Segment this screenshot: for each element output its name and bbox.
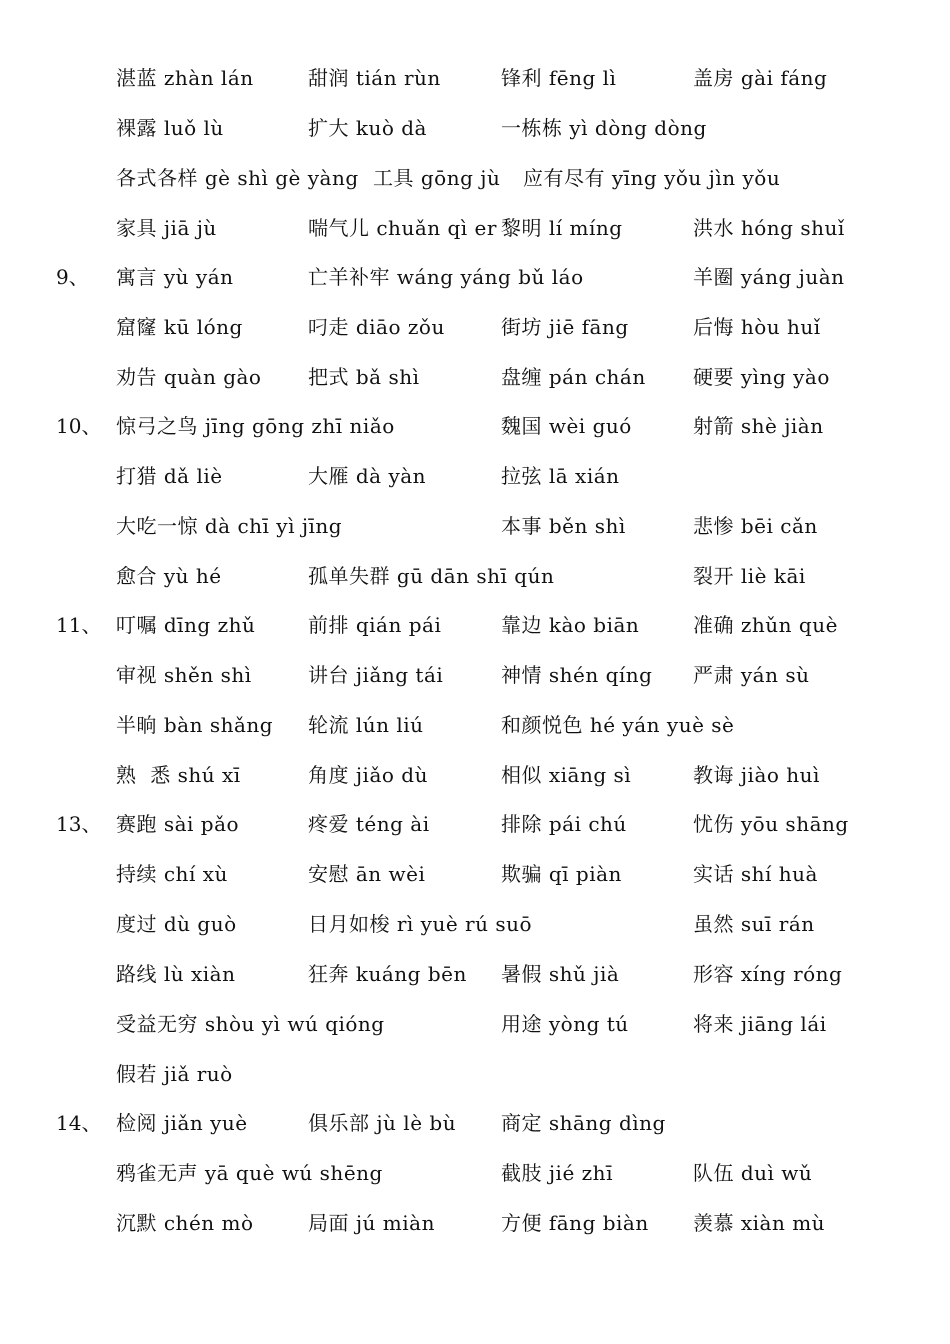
vocab-entry: 工具 gōng jù bbox=[373, 166, 501, 190]
vocab-entry: 形容 xíng róng bbox=[693, 962, 843, 986]
vocab-entry: 教诲 jiào huì bbox=[693, 763, 820, 787]
vocab-row bbox=[0, 108, 950, 148]
vocab-entry: 亡羊补牢 wáng yáng bǔ láo bbox=[308, 265, 584, 289]
lesson-number: 9、 bbox=[56, 265, 89, 289]
vocab-entry: 准确 zhǔn què bbox=[693, 613, 838, 637]
vocab-row bbox=[0, 1153, 950, 1193]
vocab-row bbox=[0, 854, 950, 894]
vocab-entry: 疼爱 téng ài bbox=[308, 812, 430, 836]
vocab-row bbox=[0, 257, 950, 297]
vocab-entry: 路线 lù xiàn bbox=[116, 962, 236, 986]
vocab-entry: 把式 bǎ shì bbox=[308, 365, 420, 389]
vocab-entry: 街坊 jiē fāng bbox=[501, 315, 629, 339]
vocab-row bbox=[0, 1203, 950, 1243]
vocab-entry: 半晌 bàn shǎng bbox=[116, 713, 274, 737]
vocab-entry: 将来 jiāng lái bbox=[693, 1012, 827, 1036]
vocab-entry: 打猎 dǎ liè bbox=[116, 464, 223, 488]
vocab-entry: 神情 shén qíng bbox=[501, 663, 653, 687]
vocab-entry: 讲台 jiǎng tái bbox=[308, 663, 444, 687]
vocab-entry: 假若 jiǎ ruò bbox=[116, 1062, 233, 1086]
vocab-entry: 持续 chí xù bbox=[116, 862, 228, 886]
vocab-entry: 甜润 tián rùn bbox=[308, 66, 441, 90]
vocab-row bbox=[0, 1103, 950, 1143]
vocab-entry: 本事 běn shì bbox=[501, 514, 626, 538]
vocab-entry: 狂奔 kuáng bēn bbox=[308, 962, 467, 986]
vocab-entry: 欺骗 qī piàn bbox=[501, 862, 622, 886]
vocab-entry: 洪水 hóng shuǐ bbox=[693, 216, 845, 240]
vocab-entry: 裸露 luǒ lù bbox=[116, 116, 224, 140]
vocab-entry: 俱乐部 jù lè bù bbox=[308, 1111, 457, 1135]
lesson-number: 10、 bbox=[56, 414, 102, 438]
vocab-entry: 应有尽有 yīng yǒu jìn yǒu bbox=[523, 166, 781, 190]
vocab-row bbox=[0, 605, 950, 645]
vocab-row bbox=[0, 1054, 950, 1094]
vocab-entry: 裂开 liè kāi bbox=[693, 564, 806, 588]
vocab-entry: 喘气儿 chuǎn qì er bbox=[308, 216, 497, 240]
vocab-entry: 窟窿 kū lóng bbox=[116, 315, 243, 339]
vocab-entry: 检阅 jiǎn yuè bbox=[116, 1111, 248, 1135]
vocab-entry: 安慰 ān wèi bbox=[308, 862, 426, 886]
vocab-entry: 悲惨 bēi cǎn bbox=[693, 514, 818, 538]
vocab-entry: 忧伤 yōu shāng bbox=[693, 812, 849, 836]
vocab-row bbox=[0, 307, 950, 347]
vocab-entry: 大吃一惊 dà chī yì jīng bbox=[116, 514, 343, 538]
vocab-entry: 湛蓝 zhàn lán bbox=[116, 66, 254, 90]
vocab-entry: 射箭 shè jiàn bbox=[693, 414, 824, 438]
vocab-row bbox=[0, 755, 950, 795]
vocab-row bbox=[0, 357, 950, 397]
lesson-number: 11、 bbox=[56, 613, 102, 637]
vocab-entry: 惊弓之鸟 jīng gōng zhī niǎo bbox=[116, 414, 395, 438]
vocab-row bbox=[0, 158, 950, 198]
vocab-entry: 熟 悉 shú xī bbox=[116, 763, 241, 787]
vocab-entry: 鸦雀无声 yā què wú shēng bbox=[116, 1161, 383, 1185]
vocab-row bbox=[0, 208, 950, 248]
vocab-entry: 羊圈 yáng juàn bbox=[693, 265, 845, 289]
vocab-entry: 靠边 kào biān bbox=[501, 613, 640, 637]
vocab-entry: 前排 qián pái bbox=[308, 613, 442, 637]
lesson-number: 14、 bbox=[56, 1111, 102, 1135]
vocab-entry: 和颜悦色 hé yán yuè sè bbox=[501, 713, 735, 737]
vocab-entry: 大雁 dà yàn bbox=[308, 464, 427, 488]
vocab-entry: 相似 xiāng sì bbox=[501, 763, 632, 787]
vocab-entry: 羡慕 xiàn mù bbox=[693, 1211, 826, 1235]
vocab-entry: 后悔 hòu huǐ bbox=[693, 315, 821, 339]
vocab-row bbox=[0, 904, 950, 944]
vocab-entry: 沉默 chén mò bbox=[116, 1211, 254, 1235]
vocab-entry: 魏国 wèi guó bbox=[501, 414, 632, 438]
vocab-row bbox=[0, 58, 950, 98]
vocab-entry: 方便 fāng biàn bbox=[501, 1211, 649, 1235]
vocab-entry: 愈合 yù hé bbox=[116, 564, 222, 588]
vocab-entry: 严肃 yán sù bbox=[693, 663, 810, 687]
vocab-entry: 各式各样 gè shì gè yàng bbox=[116, 166, 359, 190]
vocab-entry: 度过 dù guò bbox=[116, 912, 237, 936]
vocab-row bbox=[0, 406, 950, 446]
vocab-entry: 叮嘱 dīng zhǔ bbox=[116, 613, 256, 637]
vocab-entry: 用途 yòng tú bbox=[501, 1012, 629, 1036]
vocab-row bbox=[0, 954, 950, 994]
vocab-row bbox=[0, 506, 950, 546]
vocab-entry: 截肢 jié zhī bbox=[501, 1161, 613, 1185]
vocab-entry: 赛跑 sài pǎo bbox=[116, 812, 240, 836]
vocab-row bbox=[0, 705, 950, 745]
vocab-entry: 锋利 fēng lì bbox=[501, 66, 617, 90]
vocab-entry: 角度 jiǎo dù bbox=[308, 763, 428, 787]
vocab-entry: 盘缠 pán chán bbox=[501, 365, 646, 389]
vocab-entry: 队伍 duì wǔ bbox=[693, 1161, 813, 1185]
vocab-entry: 孤单失群 gū dān shī qún bbox=[308, 564, 555, 588]
vocab-entry: 劝告 quàn gào bbox=[116, 365, 262, 389]
vocab-entry: 一栋栋 yì dòng dòng bbox=[501, 116, 707, 140]
vocab-entry: 寓言 yù yán bbox=[116, 265, 234, 289]
vocab-entry: 局面 jú miàn bbox=[308, 1211, 435, 1235]
vocab-entry: 排除 pái chú bbox=[501, 812, 627, 836]
vocab-entry: 硬要 yìng yào bbox=[693, 365, 830, 389]
vocab-entry: 黎明 lí míng bbox=[501, 216, 623, 240]
vocab-entry: 受益无穷 shòu yì wú qióng bbox=[116, 1012, 385, 1036]
vocab-entry: 商定 shāng dìng bbox=[501, 1111, 666, 1135]
vocab-entry: 暑假 shǔ jià bbox=[501, 962, 620, 986]
vocab-entry: 叼走 diāo zǒu bbox=[308, 315, 445, 339]
vocab-entry: 日月如梭 rì yuè rú suō bbox=[308, 912, 533, 936]
vocab-entry: 审视 shěn shì bbox=[116, 663, 252, 687]
vocab-entry: 家具 jiā jù bbox=[116, 216, 217, 240]
vocab-row bbox=[0, 655, 950, 695]
lesson-number: 13、 bbox=[56, 812, 102, 836]
vocab-entry: 轮流 lún liú bbox=[308, 713, 424, 737]
vocab-entry: 扩大 kuò dà bbox=[308, 116, 427, 140]
vocab-entry: 盖房 gài fáng bbox=[693, 66, 828, 90]
vocab-row bbox=[0, 1004, 950, 1044]
vocab-row bbox=[0, 456, 950, 496]
vocab-row bbox=[0, 804, 950, 844]
vocab-entry: 拉弦 lā xián bbox=[501, 464, 620, 488]
vocab-entry: 实话 shí huà bbox=[693, 862, 818, 886]
vocab-row bbox=[0, 556, 950, 596]
vocab-entry: 虽然 suī rán bbox=[693, 912, 815, 936]
